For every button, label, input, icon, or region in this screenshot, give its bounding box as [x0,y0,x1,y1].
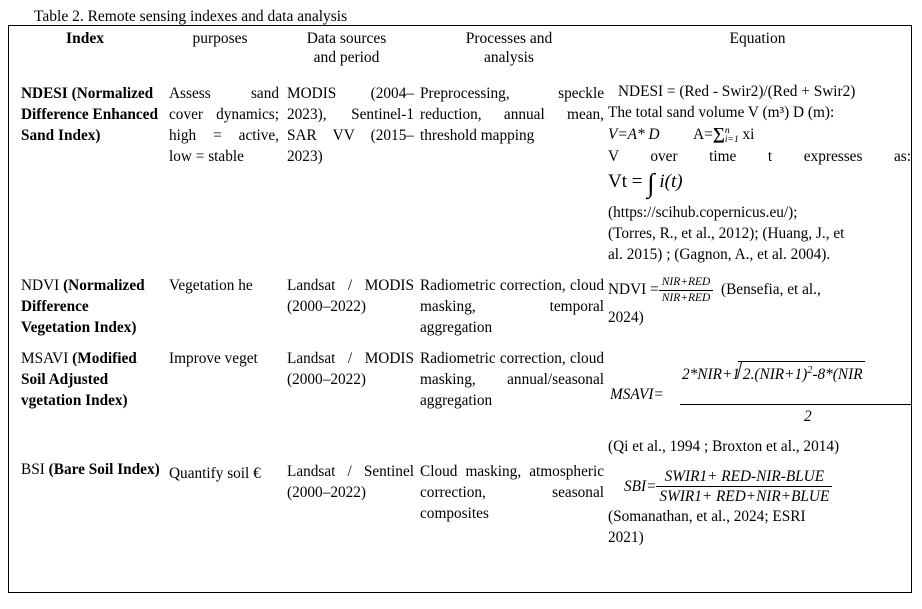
table-row [9,457,911,548]
index-abbr-msavi: MSAVI [21,349,69,367]
citation-bsi-line2: 2021) [608,529,644,547]
equation-vt-rhs: i(t) [659,170,683,192]
header-processes-line2: analysis [484,49,534,66]
summation-lower: i=1 [724,135,739,146]
header-data-sources-line1: Data sources [306,30,387,47]
purpose-text-bsi: Quantify soil € [169,464,261,482]
equation-vad-tail: xi [742,126,755,143]
equation-vad-lhs: V=A* D [608,126,660,143]
header-equation: Equation [729,30,786,47]
cell-processes-ndesi: Preprocessing, speckle reduction, annual mean, threshold mapping [420,85,604,144]
msavi-fraction-bar [680,404,911,405]
ndvi-fraction [659,275,714,305]
msavi-numerator [682,360,863,385]
msavi-radicand-exponent: 2 [807,364,813,376]
index-abbr-ndvi: NDVI [21,276,60,294]
cell-data-bsi: Landsat / Sentinel (2000–2022) [287,462,414,501]
cell-purpose-ndesi: Assess sand cover dynamics; high = active, low = stable [169,85,279,165]
cell-purpose-msavi [161,338,279,457]
cell-equation-ndvi [604,265,911,338]
bsi-lhs: SBI= [624,477,657,495]
cell-processes-ndvi: Radiometric correction, cloud masking, temporal aggregation [420,276,604,336]
remote-sensing-table [9,26,911,548]
header-data-sources-line2: and period [313,49,380,66]
header-processes-line1: Processes and [465,30,553,47]
cell-equation-msavi [604,338,911,457]
cell-processes-msavi: Radiometric correction, cloud masking, annual/seasonal aggregation [420,349,604,409]
msavi-radicand-tail: -8*(NIR [812,365,863,383]
summation-limits [724,125,739,146]
citation-ndesi-3: al. 2015) ; (Gagnon, A., et al. 2004). [608,245,831,263]
table-bottom-rule [8,592,912,593]
table-right-edge [911,25,912,593]
integral-icon: ∫ [647,167,655,198]
cell-processes-bsi: Cloud masking, atmospheric correction, seasonal composites [420,462,604,522]
equation-ndesi-formula: NDESI = (Red - Swir2)/(Red + Swir2) [618,83,856,100]
citation-msavi: (Qi et al., 1994 ; Broxton et al., 2014) [608,437,840,455]
msavi-equation [608,356,911,442]
bsi-numerator: SWIR1+ RED-NIR-BLUE [664,467,825,485]
msavi-numerator-first: 2*NIR+1 [682,365,740,383]
citation-bsi-line1: (Somanathan, et al., 2024; ESRI [608,508,806,526]
cell-index-ndesi [9,73,161,265]
cell-purpose-bsi [161,457,279,548]
cell-equation-ndesi [604,73,911,265]
bsi-equation [608,465,911,506]
header-processes [414,26,604,73]
equation-ndesi-integral [608,167,911,197]
citation-ndvi-tail: 2024) [608,308,644,326]
summation-upper: n [724,125,730,136]
purpose-text-msavi: Improve veget [169,349,258,367]
equation-ndesi-volume-text: The total sand volume V (m³) D (m): [608,104,835,121]
citation-ndvi-inline: (Bensefia, et al., [720,280,821,298]
citation-ndesi-2: (Torres, R., et al., 2012); (Huang, J., et [608,224,845,242]
cell-data-ndvi: Landsat / MODIS (2000–2022) [287,276,414,315]
msavi-radicand: 2.(NIR+1) [742,365,808,383]
index-full-ndesi: (Normalized Difference Enhanced Sand Index) [21,85,158,144]
header-purposes: purposes [192,30,248,47]
purpose-text-ndvi: Vegetation he [169,276,253,294]
table-caption: Table 2. Remote sensing indexes and data analysis [34,8,348,25]
cell-index-ndvi [9,265,161,338]
index-full-ndvi: (Normalized Difference Vegetation Index) [21,276,145,336]
cell-equation-bsi [604,457,911,548]
bsi-denominator: SWIR1+ RED+NIR+BLUE [656,486,832,506]
square-root-icon [740,360,863,385]
table-row [9,338,911,457]
cell-data-msavi: Landsat / MODIS (2000–2022) [287,349,414,388]
header-data-sources [279,26,414,73]
msavi-lhs: MSAVI= [610,385,664,403]
table-row [9,265,911,338]
msavi-denominator: 2 [804,407,812,425]
equation-vt-lhs: Vt = [608,170,643,192]
ndvi-numerator: NIR+RED [661,276,711,289]
index-abbr-ndesi: NDESI [21,85,68,102]
index-abbr-bsi: BSI [21,460,49,478]
equation-ndesi-overtime: V over time t expresses as: [608,147,911,165]
equation-ndvi-lhs: NDVI = [608,280,659,298]
summation-icon: ∑ [712,124,725,143]
ndvi-denominator: NIR+RED [659,290,714,305]
bsi-fraction [656,467,832,506]
table-row [9,73,911,265]
cell-index-msavi [9,338,161,457]
equation-ndvi [608,273,911,307]
header-index: Index [66,30,104,47]
cell-index-bsi [9,457,161,548]
cell-data-ndesi: MODIS (2004–2023), Sentinel-1 SAR VV (2015–2023) [287,85,414,165]
index-full-msavi: (Modified Soil Adjusted vgetation Index) [21,349,137,409]
index-full-bsi: (Bare Soil Index) [48,460,160,478]
equation-vad-rhs: A= [693,126,713,143]
equation-ndesi-area [608,123,911,146]
table-header-row [9,26,911,73]
cell-purpose-ndvi [161,265,279,338]
citation-ndesi-1: (https://scihub.copernicus.eu/); [608,203,798,221]
